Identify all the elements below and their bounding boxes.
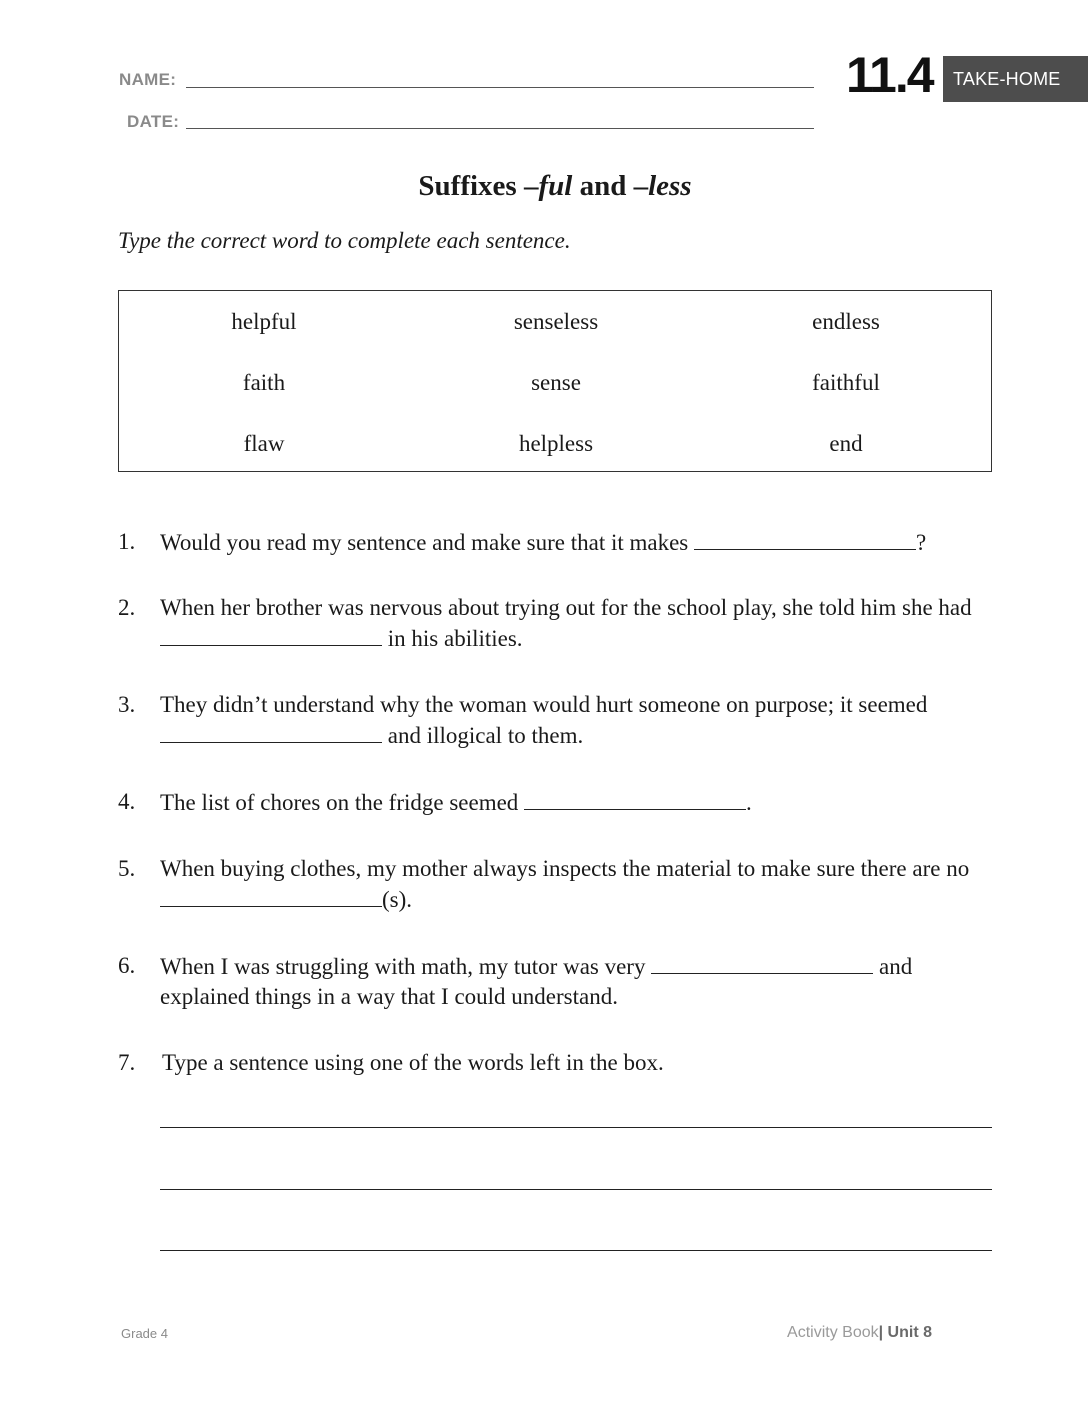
question-text — [160, 787, 1000, 818]
question-number: 4. — [118, 789, 136, 814]
word-box — [118, 290, 992, 472]
word-item: helpless — [518, 431, 594, 456]
question-text-after: and explained things in a way that I could understand. — [160, 954, 913, 1009]
answer-blank-2[interactable] — [160, 623, 382, 646]
name-label: NAME: — [119, 70, 177, 89]
footer-book-info — [787, 1324, 932, 1342]
word-item: endless — [812, 309, 880, 334]
question-text-after: and illogical to them. — [382, 723, 584, 748]
word-item: senseless — [513, 309, 599, 334]
title-suffix-ful: ful — [538, 170, 573, 202]
question-text — [160, 854, 990, 915]
question-number: 5. — [118, 856, 136, 881]
answer-blank-5[interactable] — [160, 884, 382, 907]
question-text — [160, 951, 960, 1012]
question-text-before: They didn’t understand why the woman would hurt someone on purpose; it seemed — [160, 692, 928, 717]
date-label: DATE: — [127, 112, 180, 131]
title-suffix-less: less — [648, 170, 692, 202]
answer-blank-6[interactable] — [651, 951, 873, 974]
question-text: Type a sentence using one of the words left in the box. — [162, 1050, 664, 1075]
take-home-label: TAKE-HOME — [953, 68, 1061, 89]
question-text-before: The list of chores on the fridge seemed — [160, 790, 525, 815]
footer-separator: | — [878, 1324, 888, 1341]
question-text-before: Would you read my sentence and make sure that it makes — [160, 530, 695, 555]
footer-book: Activity Book — [787, 1324, 879, 1341]
word-item: flaw — [243, 431, 285, 456]
question-number: 3. — [118, 692, 136, 717]
answer-blank-4[interactable] — [524, 787, 746, 810]
title-middle: and – — [572, 170, 649, 202]
footer-unit: Unit 8 — [887, 1324, 932, 1341]
word-item: end — [829, 431, 863, 456]
title-prefix: Suffixes – — [418, 170, 539, 202]
question-text-before: When her brother was nervous about trying out for the school play, she told him she had — [160, 595, 972, 620]
question-number: 7. — [118, 1050, 136, 1075]
question-text-after: (s). — [382, 887, 413, 912]
instructions: Type the correct word to complete each sentence. — [118, 228, 571, 253]
word-item: faith — [242, 370, 286, 395]
question-text-before: When I was struggling with math, my tutor was very — [160, 954, 652, 979]
question-text-after: . — [746, 790, 752, 815]
answer-blank-1[interactable] — [694, 527, 916, 550]
question-number: 1. — [118, 529, 136, 554]
question-text — [160, 593, 980, 654]
question-text — [160, 690, 980, 751]
word-item: helpful — [231, 309, 297, 334]
writing-line-2[interactable] — [160, 1189, 992, 1190]
writing-line-3[interactable] — [160, 1250, 992, 1251]
question-text — [160, 527, 1000, 558]
take-home-badge — [943, 56, 1088, 102]
writing-line-1[interactable] — [160, 1127, 992, 1128]
date-line[interactable] — [186, 128, 814, 129]
word-item: sense — [531, 370, 581, 395]
question-number: 2. — [118, 595, 136, 620]
question-text-after: ? — [916, 530, 927, 555]
question-number: 6. — [118, 953, 136, 978]
page-title — [0, 170, 1088, 203]
question-text-before: When buying clothes, my mother always inspects the material to make sure there are no — [160, 856, 970, 881]
word-item: faithful — [812, 370, 880, 395]
answer-blank-3[interactable] — [160, 720, 382, 743]
name-line[interactable] — [186, 87, 814, 88]
question-text-after: in his abilities. — [382, 626, 523, 651]
lesson-number: 11.4 — [846, 47, 933, 103]
footer-grade: Grade 4 — [121, 1326, 168, 1341]
